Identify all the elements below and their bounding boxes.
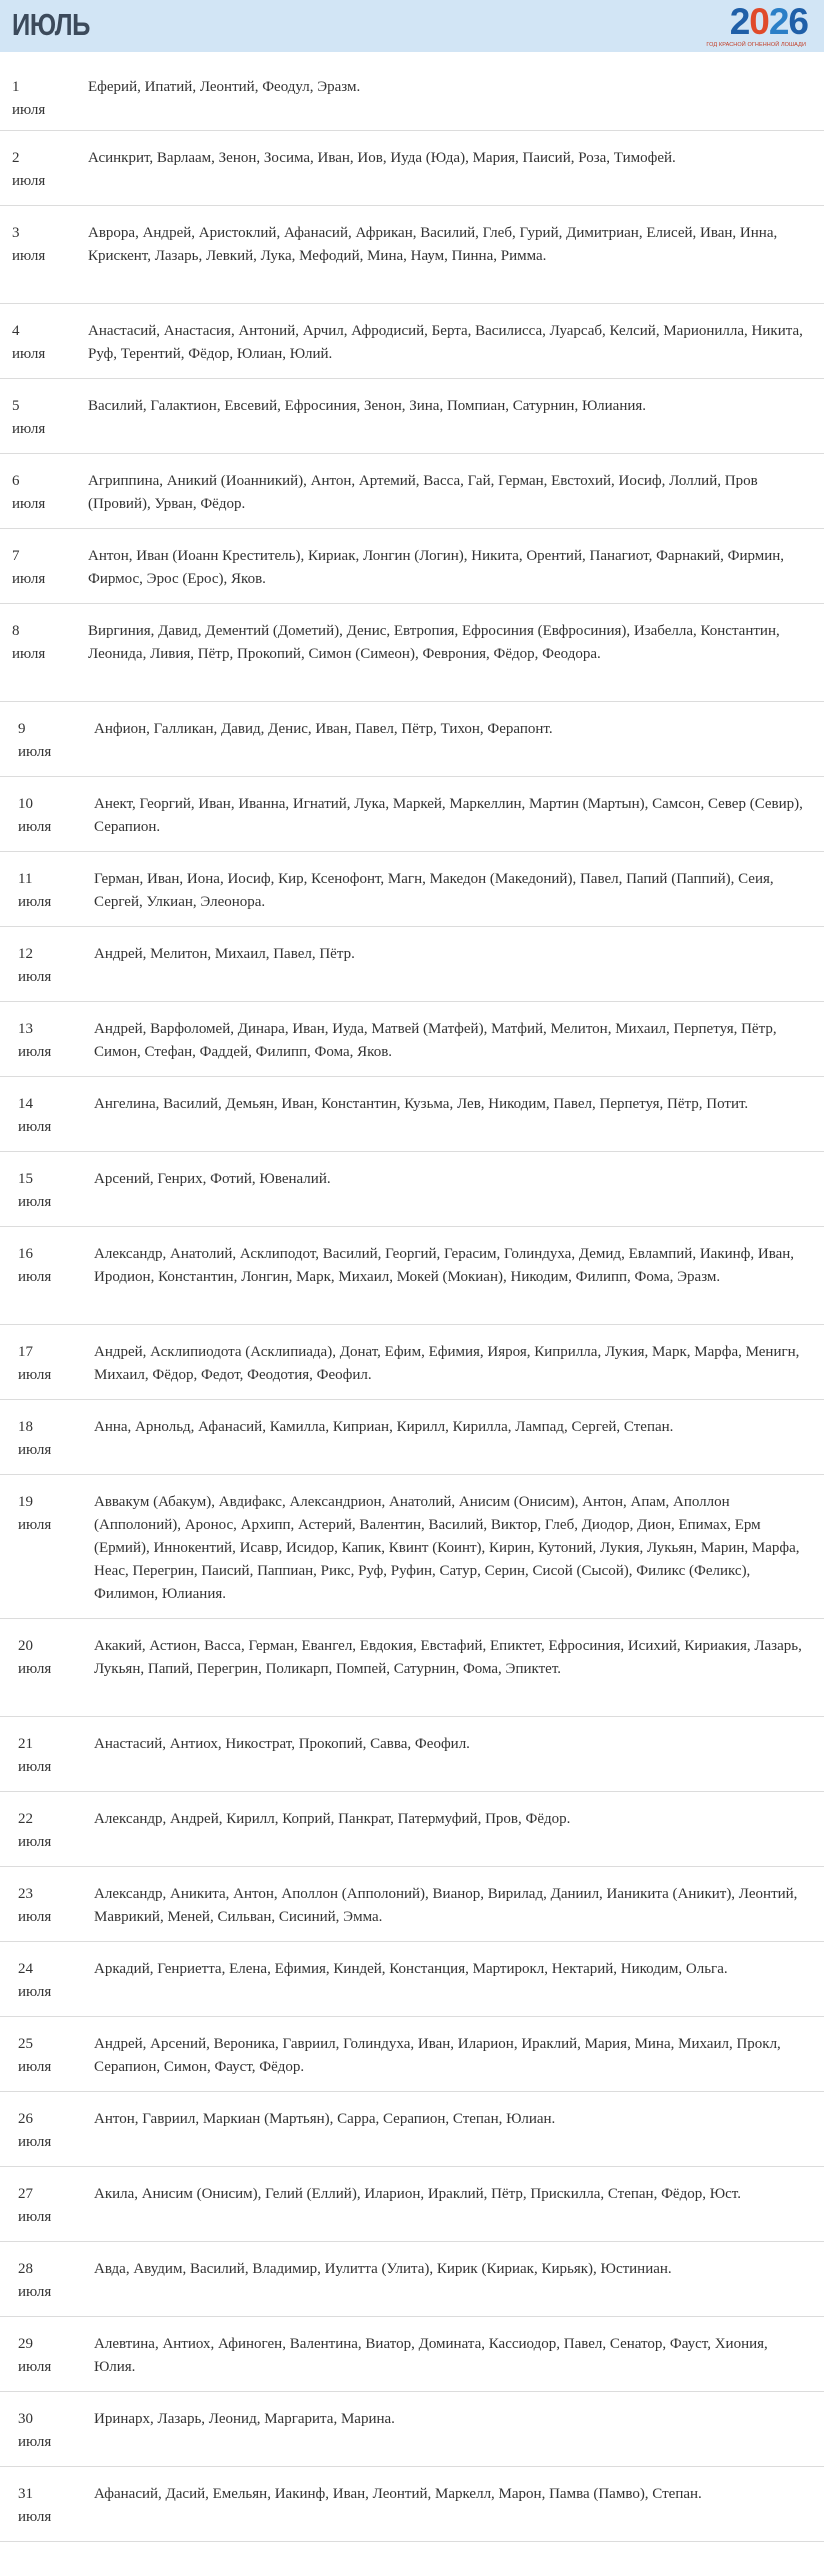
day-names: Андрей, Асклипиодота (Асклипиада), Донат, Ефим, Ефимия, Ияроя, Киприлла, Лукия, Марк, Марфа, Менигн, Михаил, Фёдор, Федот, Феодотия, Феофил. <box>94 1344 800 1383</box>
day-number: 24 <box>18 1961 33 1977</box>
day-names: Андрей, Варфоломей, Динара, Иван, Иуда, Матвей (Матфей), Матфий, Мелитон, Михаил, Перпетуя, Пётр, Симон, Стефан, Фаддей, Филипп, Фома, Яков. <box>94 1021 777 1060</box>
day-month: июля <box>12 421 46 437</box>
day-names: Авда, Авудим, Василий, Владимир, Иулитта (Улита), Кирик (Кириак, Кирьяк), Юстиниан. <box>94 2261 672 2277</box>
day-number: 20 <box>18 1638 33 1654</box>
day-month: июля <box>18 1984 52 2000</box>
day-number: 26 <box>18 2111 33 2127</box>
day-names: Анастасий, Анастасия, Антоний, Арчил, Афродисий, Берта, Василисса, Луарсаб, Келсий, Марионилла, Никита, Руф, Терентий, Фёдор, Юлиан, Юлий. <box>88 323 803 362</box>
day-number: 22 <box>18 1811 33 1827</box>
day-row <box>0 1475 824 1619</box>
day-date <box>0 1341 88 1399</box>
day-names: Аввакум (Абакум), Авдифакс, Александрион, Анатолий, Анисим (Онисим), Антон, Апам, Аполлон (Апполоний), Аронос, Архипп, Астерий, Валентин, Василий, Виктор, Глеб, Диодор, Дион, Епимах, Ерм (Ермий), Иннокентий, Исавр, Исидор, Капик, Квинт (Коинт), Кирин, Кутоний, Лукия, Лукьян, Марин, Марфа, Неас, Перегрин, Паисий, Паппиан, Рикс, Руф, Руфин, Сатур, Серин, Сисой (Сысой), Филикс (Феликс), Филимон, Юлиания. <box>94 1494 800 1602</box>
day-row <box>0 2392 824 2467</box>
day-names: Анна, Арнольд, Афанасий, Камилла, Киприан, Кирилл, Кирилла, Лампад, Сергей, Степан. <box>94 1419 674 1435</box>
day-number: 17 <box>18 1344 33 1360</box>
day-month: июля <box>18 819 52 835</box>
day-names: Андрей, Арсений, Вероника, Гавриил, Голиндуха, Иван, Иларион, Ираклий, Мария, Мина, Михаил, Прокл, Серапион, Симон, Фауст, Фёдор. <box>94 2036 781 2075</box>
day-number: 18 <box>18 1419 33 1435</box>
day-month: июля <box>18 2284 52 2300</box>
day-date <box>0 1018 88 1076</box>
day-month: июля <box>18 1044 52 1060</box>
day-month: июля <box>18 969 52 985</box>
day-date <box>0 147 88 205</box>
day-row <box>0 1152 824 1227</box>
day-row <box>0 60 824 131</box>
day-names: Агриппина, Аникий (Иоанникий), Антон, Артемий, Васса, Гай, Герман, Евстохий, Иосиф, Лоллий, Пров (Провий), Урван, Фёдор. <box>88 473 758 512</box>
day-names: Аврора, Андрей, Аристоклий, Афанасий, Африкан, Василий, Глеб, Гурий, Димитриан, Елисей, Иван, Инна, Крискент, Лазарь, Левкий, Лука, Мефодий, Мина, Наум, Пинна, Римма. <box>88 225 778 264</box>
day-row <box>0 1400 824 1475</box>
day-date <box>0 222 88 303</box>
day-month: июля <box>18 1759 52 1775</box>
day-month: июля <box>18 1119 52 1135</box>
day-month: июля <box>12 173 46 189</box>
day-number: 12 <box>18 946 33 962</box>
day-row <box>0 1002 824 1077</box>
day-month: июля <box>12 102 46 118</box>
day-month: июля <box>12 571 46 587</box>
day-row <box>0 206 824 304</box>
day-row <box>0 1717 824 1792</box>
day-row <box>0 1792 824 1867</box>
day-number: 28 <box>18 2261 33 2277</box>
day-month: июля <box>18 2434 52 2450</box>
day-month: июля <box>12 248 46 264</box>
day-number: 9 <box>18 721 26 737</box>
day-date <box>0 868 88 926</box>
day-month: июля <box>18 2209 52 2225</box>
day-number: 27 <box>18 2186 33 2202</box>
day-number: 7 <box>12 548 20 564</box>
day-month: июля <box>12 346 46 362</box>
day-names: Акила, Анисим (Онисим), Гелий (Еллий), Иларион, Ираклий, Пётр, Прискилла, Степан, Фёдор, Юст. <box>94 2186 741 2202</box>
day-names: Андрей, Мелитон, Михаил, Павел, Пётр. <box>94 946 355 962</box>
logo-year-text <box>730 2 808 42</box>
day-number: 1 <box>12 79 20 95</box>
day-names: Антон, Гавриил, Маркиан (Мартьян), Сарра, Серапион, Степан, Юлиан. <box>94 2111 556 2127</box>
day-names: Виргиния, Давид, Дементий (Дометий), Денис, Евтропия, Ефросиния (Евфросиния), Изабелла, Константин, Леонида, Ливия, Пётр, Прокопий, Симон (Симеон), Феврония, Фёдор, Феодора. <box>88 623 780 662</box>
day-row <box>0 2242 824 2317</box>
day-row <box>0 2167 824 2242</box>
day-number: 16 <box>18 1246 33 1262</box>
day-number: 30 <box>18 2411 33 2427</box>
day-month: июля <box>18 1269 52 1285</box>
logo-subtitle: ГОД КРАСНОЙ ОГНЕННОЙ ЛОШАДИ <box>706 42 806 48</box>
day-row <box>0 2317 824 2392</box>
day-date <box>0 1168 88 1226</box>
day-date <box>0 1733 88 1791</box>
day-date <box>0 620 88 701</box>
day-number: 19 <box>18 1494 33 1510</box>
day-names: Анект, Георгий, Иван, Иванна, Игнатий, Лука, Маркей, Маркеллин, Мартин (Мартын), Самсон, Север (Севир), Серапион. <box>94 796 803 835</box>
day-number: 6 <box>12 473 20 489</box>
day-names: Александр, Анатолий, Асклиподот, Василий, Георгий, Герасим, Голиндуха, Демид, Евлампий, Иакинф, Иван, Иродион, Константин, Лонгин, Марк, Михаил, Мокей (Мокиан), Никодим, Филипп, Фома, Эразм. <box>94 1246 795 1285</box>
day-date <box>0 395 88 453</box>
day-date <box>0 2483 88 2541</box>
day-date <box>0 76 88 130</box>
day-names: Анфион, Галликан, Давид, Денис, Иван, Павел, Пётр, Тихон, Ферапонт. <box>94 721 553 737</box>
day-names: Асинкрит, Варлаам, Зенон, Зосима, Иван, Иов, Иуда (Юда), Мария, Паисий, Роза, Тимофей. <box>88 150 676 166</box>
day-month: июля <box>18 1194 52 1210</box>
day-names: Василий, Галактион, Евсевий, Ефросиния, Зенон, Зина, Помпиан, Сатурнин, Юлиания. <box>88 398 647 414</box>
day-row <box>0 1942 824 2017</box>
day-date <box>0 1808 88 1866</box>
day-date <box>0 1958 88 2016</box>
day-date <box>0 545 88 603</box>
day-row <box>0 852 824 927</box>
day-row <box>0 454 824 529</box>
day-date <box>0 2333 88 2391</box>
day-row <box>0 529 824 604</box>
day-date <box>0 470 88 528</box>
day-names: Анастасий, Антиох, Никострат, Прокопий, Савва, Феофил. <box>94 1736 470 1752</box>
day-date <box>0 2258 88 2316</box>
day-row <box>0 379 824 454</box>
day-names: Алевтина, Антиох, Афиноген, Валентина, Виатор, Домината, Кассиодор, Павел, Сенатор, Фауст, Хиония, Юлия. <box>94 2336 768 2375</box>
day-row <box>0 777 824 852</box>
day-month: июля <box>18 2059 52 2075</box>
day-date <box>0 943 88 1001</box>
day-names: Александр, Андрей, Кирилл, Коприй, Панкрат, Патермуфий, Пров, Фёдор. <box>94 1811 571 1827</box>
day-names: Иринарх, Лазарь, Леонид, Маргарита, Марина. <box>94 2411 395 2427</box>
day-month: июля <box>18 1367 52 1383</box>
day-number: 5 <box>12 398 20 414</box>
day-date <box>0 2033 88 2091</box>
day-number: 3 <box>12 225 20 241</box>
day-names: Еферий, Ипатий, Леонтий, Феодул, Эразм. <box>88 79 361 95</box>
day-row <box>0 2467 824 2542</box>
day-number: 23 <box>18 1886 33 1902</box>
name-days-table <box>0 60 824 2542</box>
day-month: июля <box>18 1661 52 1677</box>
day-row <box>0 304 824 379</box>
day-month: июля <box>12 646 46 662</box>
day-number: 14 <box>18 1096 33 1112</box>
day-names: Антон, Иван (Иоанн Креститель), Кириак, Лонгин (Логин), Никита, Орентий, Панагиот, Фарнакий, Фирмин, Фирмос, Эрос (Ерос), Яков. <box>88 548 785 587</box>
day-number: 31 <box>18 2486 33 2502</box>
day-number: 21 <box>18 1736 33 1752</box>
day-month: июля <box>18 2359 52 2375</box>
day-month: июля <box>18 1834 52 1850</box>
day-names: Акакий, Астион, Васса, Герман, Евангел, Евдокия, Евстафий, Епиктет, Ефросиния, Исихий, Кириакия, Лазарь, Лукьян, Папий, Перегрин, Поликарп, Помпей, Сатурнин, Фома, Эпиктет. <box>94 1638 802 1677</box>
day-row <box>0 2092 824 2167</box>
day-number: 25 <box>18 2036 33 2052</box>
day-row <box>0 1227 824 1325</box>
day-number: 15 <box>18 1171 33 1187</box>
page-header <box>0 0 824 52</box>
day-number: 29 <box>18 2336 33 2352</box>
day-row <box>0 927 824 1002</box>
year-logo <box>696 2 816 50</box>
day-month: июля <box>18 2134 52 2150</box>
day-month: июля <box>12 496 46 512</box>
day-date <box>0 718 88 776</box>
day-number: 4 <box>12 323 20 339</box>
day-date <box>0 1491 88 1618</box>
month-title: ИЮЛЬ <box>12 7 90 42</box>
day-row <box>0 131 824 206</box>
day-date <box>0 1093 88 1151</box>
day-row <box>0 2017 824 2092</box>
logo-digit: 6 <box>788 1 808 42</box>
day-names: Арсений, Генрих, Фотий, Ювеналий. <box>94 1171 331 1187</box>
day-row <box>0 604 824 702</box>
day-date <box>0 1635 88 1716</box>
day-row <box>0 1325 824 1400</box>
day-month: июля <box>18 1909 52 1925</box>
day-number: 8 <box>12 623 20 639</box>
day-row <box>0 1077 824 1152</box>
day-number: 10 <box>18 796 33 812</box>
day-number: 11 <box>18 871 33 887</box>
day-date <box>0 1243 88 1324</box>
logo-digit-horse: 0 <box>749 1 769 42</box>
day-number: 2 <box>12 150 20 166</box>
day-names: Александр, Аникита, Антон, Аполлон (Апполоний), Вианор, Вирилад, Даниил, Ианикита (Аникит), Леонтий, Маврикий, Меней, Сильван, Сисиний, Эмма. <box>94 1886 798 1925</box>
logo-digit: 2 <box>768 1 789 42</box>
day-row <box>0 1619 824 1717</box>
day-date <box>0 2183 88 2241</box>
logo-digit: 2 <box>729 1 750 42</box>
day-names: Ангелина, Василий, Демьян, Иван, Константин, Кузьма, Лев, Никодим, Павел, Перпетуя, Пётр, Потит. <box>94 1096 749 1112</box>
day-date <box>0 1416 88 1474</box>
day-row <box>0 702 824 777</box>
day-names: Аркадий, Генриетта, Елена, Ефимия, Киндей, Констанция, Мартирокл, Нектарий, Никодим, Ольга. <box>94 1961 728 1977</box>
day-date <box>0 2108 88 2166</box>
day-names: Герман, Иван, Иона, Иосиф, Кир, Ксенофонт, Магн, Македон (Македоний), Павел, Папий (Паппий), Сеия, Сергей, Улкиан, Элеонора. <box>94 871 774 910</box>
day-month: июля <box>18 1517 52 1533</box>
day-row <box>0 1867 824 1942</box>
day-date <box>0 793 88 851</box>
day-names: Афанасий, Дасий, Емельян, Иакинф, Иван, Леонтий, Маркелл, Марон, Памва (Памво), Степан. <box>94 2486 702 2502</box>
day-number: 13 <box>18 1021 33 1037</box>
day-month: июля <box>18 744 52 760</box>
day-date <box>0 2408 88 2466</box>
day-month: июля <box>18 2509 52 2525</box>
day-month: июля <box>18 894 52 910</box>
day-date <box>0 1883 88 1941</box>
day-date <box>0 320 88 378</box>
day-month: июля <box>18 1442 52 1458</box>
